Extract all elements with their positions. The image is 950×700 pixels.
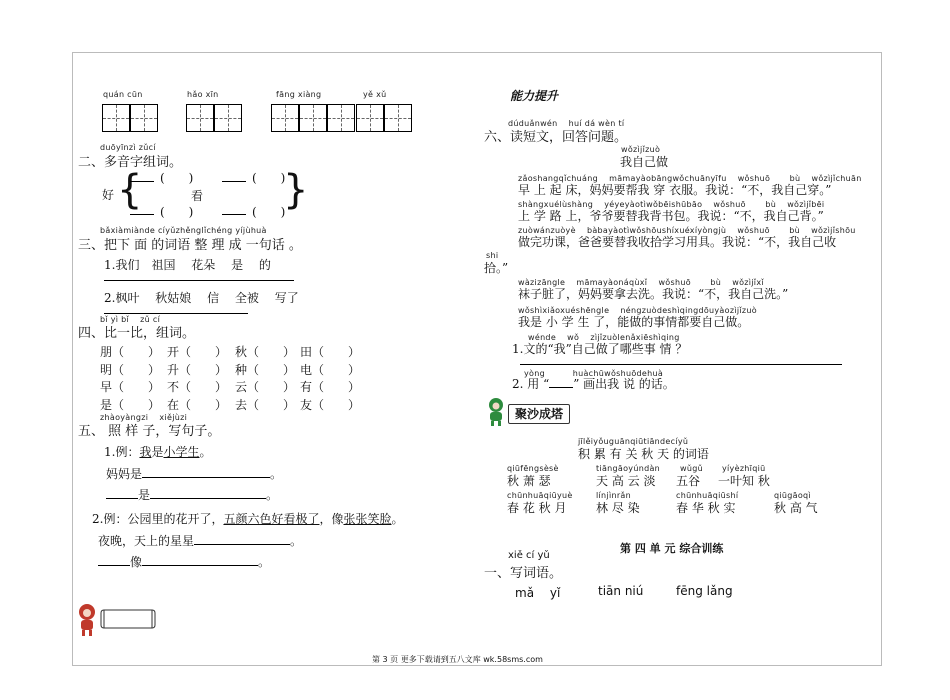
word-pinyin-tianniu: tiān niú <box>598 584 644 598</box>
idiom: 林 尽 染 <box>596 501 640 515</box>
s5-title: 五、 照 样 子，写句子。 <box>78 424 221 439</box>
answer-line[interactable] <box>104 280 294 281</box>
s6-title: 六、读短文，回答问题。 <box>484 130 628 145</box>
s4-title: 四、比一比，组词。 <box>78 326 196 341</box>
compare-cell[interactable]: 升（ ） <box>167 363 228 377</box>
passage-line-2: 上 学 路 上，爷爷要替我背书包。我说：“不，我自己背。” <box>518 209 824 223</box>
idiom-pinyin: tiāngāoyúndàn <box>596 464 661 473</box>
s3-title: 三、把下 面 的词语 整 理 成 一句话 。 <box>78 238 302 253</box>
compare-cell[interactable]: 早（ ） <box>100 380 161 394</box>
idiom-pinyin: chūnhuāqiūyuè <box>507 491 573 500</box>
idiom-pinyin: chūnhuāqiūshí <box>676 491 739 500</box>
paren[interactable]: ( ) <box>160 205 194 219</box>
compare-cell[interactable]: 明（ ） <box>100 363 161 377</box>
pinyin-fangxiang: fāng xiàng <box>276 90 322 99</box>
idiom-pinyin: qiūgāoqì <box>774 491 811 500</box>
pinyin-quancun: quán cūn <box>103 90 143 99</box>
s6-pinyin: dúduǎnwén huí dá wèn tí <box>508 119 625 128</box>
compare-cell[interactable]: 田（ ） <box>300 345 361 359</box>
s5-line-2[interactable]: 是 。 <box>106 486 278 503</box>
s5-example-2: 2.例：公园里的花开了，五颜六色好看极了，像张张笑脸。 <box>92 512 404 526</box>
word-pinyin-fenglang: fēng lǎng <box>676 584 733 598</box>
idiom-pinyin: qiūfēngsèsè <box>507 464 559 473</box>
idiom: 一叶知 秋 <box>718 474 770 488</box>
unit4-title: 第 四 单 元 综合训练 <box>620 542 724 555</box>
idiom: 春 花 秋 月 <box>507 501 567 515</box>
passage-line-3: 做完功课，爸爸要替我收拾学习用具。我说：“不，我自己收 <box>518 235 837 249</box>
idiom: 春 华 秋 实 <box>676 501 736 515</box>
right-brace-icon: } <box>283 167 309 213</box>
idiom-pinyin: línjìnrǎn <box>596 491 631 500</box>
writing-grid-2[interactable] <box>186 104 242 132</box>
paren[interactable]: ( ) <box>252 205 286 219</box>
passage-line-1: 早 上 起 床，妈妈要帮我 穿 衣服。我说：“不，我自己穿。” <box>518 183 832 197</box>
passage-line-4: 拾。” <box>484 261 509 275</box>
s4-pinyin: bǐ yì bǐ zǔ cí <box>100 315 161 324</box>
p2-pinyin: shàngxuélùshàng yéyeyàotìwǒbēishūbāo wǒshuō bù wǒzìjǐbēi <box>518 200 825 209</box>
p3-pinyin: zuòwánzuòyè bàbayàotìwǒshōushíxuéxíyòngjù wǒshuō bù wǒzìjǐshōu <box>518 226 856 235</box>
q1-pinyin: wénde wǒ zìjǐzuòlenǎxiēshìqing <box>528 333 680 342</box>
answer-line[interactable] <box>520 364 842 365</box>
scroll-banner <box>100 608 156 630</box>
page-footer: 第 3 页 更多下载请到五八文库 wk.58sms.com <box>372 655 543 664</box>
compare-cell[interactable]: 秋（ ） <box>235 345 296 359</box>
answer-line[interactable] <box>130 214 154 215</box>
passage-title: 我自己做 <box>620 155 669 169</box>
idiom: 天 高 云 淡 <box>596 474 656 488</box>
question-2: 2. 用 “ ” 画出我 说 的话。 <box>512 377 675 391</box>
passage-title-pinyin: wǒzìjǐzuò <box>621 145 661 154</box>
polyphone-char-hao: 好 <box>102 188 115 202</box>
s3-question-2: 2.枫叶 秋姑娘 信 全被 写了 <box>104 291 299 305</box>
unit4-s1-title: 一、写词语。 <box>484 566 563 581</box>
writing-grid-1[interactable] <box>102 104 158 132</box>
s5-example-1: 1.例：我是小学生。 <box>104 445 212 459</box>
s5-line-4[interactable]: 像 。 <box>98 553 270 570</box>
passage-line-5: 袜子脏了，妈妈要拿去洗。我说：“不，我自己洗。” <box>518 287 789 301</box>
answer-line[interactable] <box>222 181 246 182</box>
idiom: 秋 高 气 <box>774 501 818 515</box>
pinyin-yexu: yě xǔ <box>363 90 387 99</box>
idiom: 五谷 <box>676 474 701 488</box>
paren[interactable]: ( ) <box>160 171 194 185</box>
p1-pinyin: zǎoshangqǐchuáng māmayàobāngwǒchuānyīfu wǒshuō bù wǒzìjǐchuān <box>518 174 862 183</box>
word-pinyin-mayi: mǎ yǐ <box>515 586 561 600</box>
jilei-pinyin: jīlěiyǒuguānqiūtiāndecíyǔ <box>578 437 689 446</box>
p5-pinyin: wàzizāngle māmayàonáqùxǐ wǒshuō bù wǒzìjǐxǐ <box>518 278 764 287</box>
answer-line[interactable] <box>222 214 246 215</box>
s5-pinyin: zhàoyàngzi xiějùzi <box>100 413 188 422</box>
compare-cell[interactable]: 友（ ） <box>300 398 361 412</box>
passage-line-6: 我是 小 学 生 了，能做的事情都要自己做。 <box>518 315 750 329</box>
s3-question-1: 1.我们 祖国 花朵 是 的 <box>104 258 271 272</box>
jilei-title: 积 累 有 关 秋 天 的词语 <box>578 447 709 461</box>
writing-grid-4[interactable] <box>356 104 412 132</box>
question-1: 1.文的“我”自己做了哪些事 情 ？ <box>512 342 688 356</box>
compare-cell[interactable]: 有（ ） <box>300 380 361 394</box>
polyphone-char-kan: 看 <box>191 189 204 203</box>
compare-cell[interactable]: 云（ ） <box>235 380 296 394</box>
compare-cell[interactable]: 朋（ ） <box>100 345 161 359</box>
s2-pinyin: duōyīnzì zǔcí <box>100 143 156 152</box>
compare-cell[interactable]: 开（ ） <box>167 345 228 359</box>
idiom: 秋 萧 瑟 <box>507 474 551 488</box>
answer-line[interactable] <box>130 181 154 182</box>
compare-cell[interactable]: 是（ ） <box>100 398 161 412</box>
s5-line-3[interactable]: 夜晚，天上的星星 。 <box>98 534 303 548</box>
p6-pinyin: wǒshìxiǎoxuéshēngle néngzuòdeshìqingdōuyàozìjǐzuò <box>518 306 757 315</box>
mascot-green-icon <box>482 397 510 427</box>
accumulate-badge: 聚沙成塔 <box>508 404 570 424</box>
compare-cell[interactable]: 不（ ） <box>167 380 228 394</box>
idiom-pinyin: yíyèzhīqiū <box>722 464 766 473</box>
mascot-icon <box>73 603 101 637</box>
pinyin-haoxin: hǎo xīn <box>187 90 219 99</box>
ability-heading: 能力提升 <box>510 89 559 103</box>
s5-line-1[interactable]: 妈妈是 。 <box>106 467 283 481</box>
compare-cell[interactable]: 去（ ） <box>235 398 296 412</box>
left-brace-icon: { <box>117 167 143 213</box>
p4-pinyin: shi <box>486 251 499 260</box>
compare-cell[interactable]: 电（ ） <box>300 363 361 377</box>
paren[interactable]: ( ) <box>252 171 286 185</box>
idiom-pinyin: wǔgǔ <box>680 464 703 473</box>
compare-cell[interactable]: 在（ ） <box>167 398 228 412</box>
q2-pinyin: yòng huàchūwǒshuōdehuà <box>524 369 664 378</box>
s3-pinyin: bǎxiàmiànde cíyǔzhěnglǐchéng yíjùhuà <box>100 226 267 235</box>
writing-grid-3[interactable] <box>271 104 355 132</box>
unit4-s1-pinyin: xiě cí yǔ <box>508 550 550 561</box>
compare-cell[interactable]: 种（ ） <box>235 363 296 377</box>
s2-title: 二、多音字组词。 <box>78 155 183 170</box>
